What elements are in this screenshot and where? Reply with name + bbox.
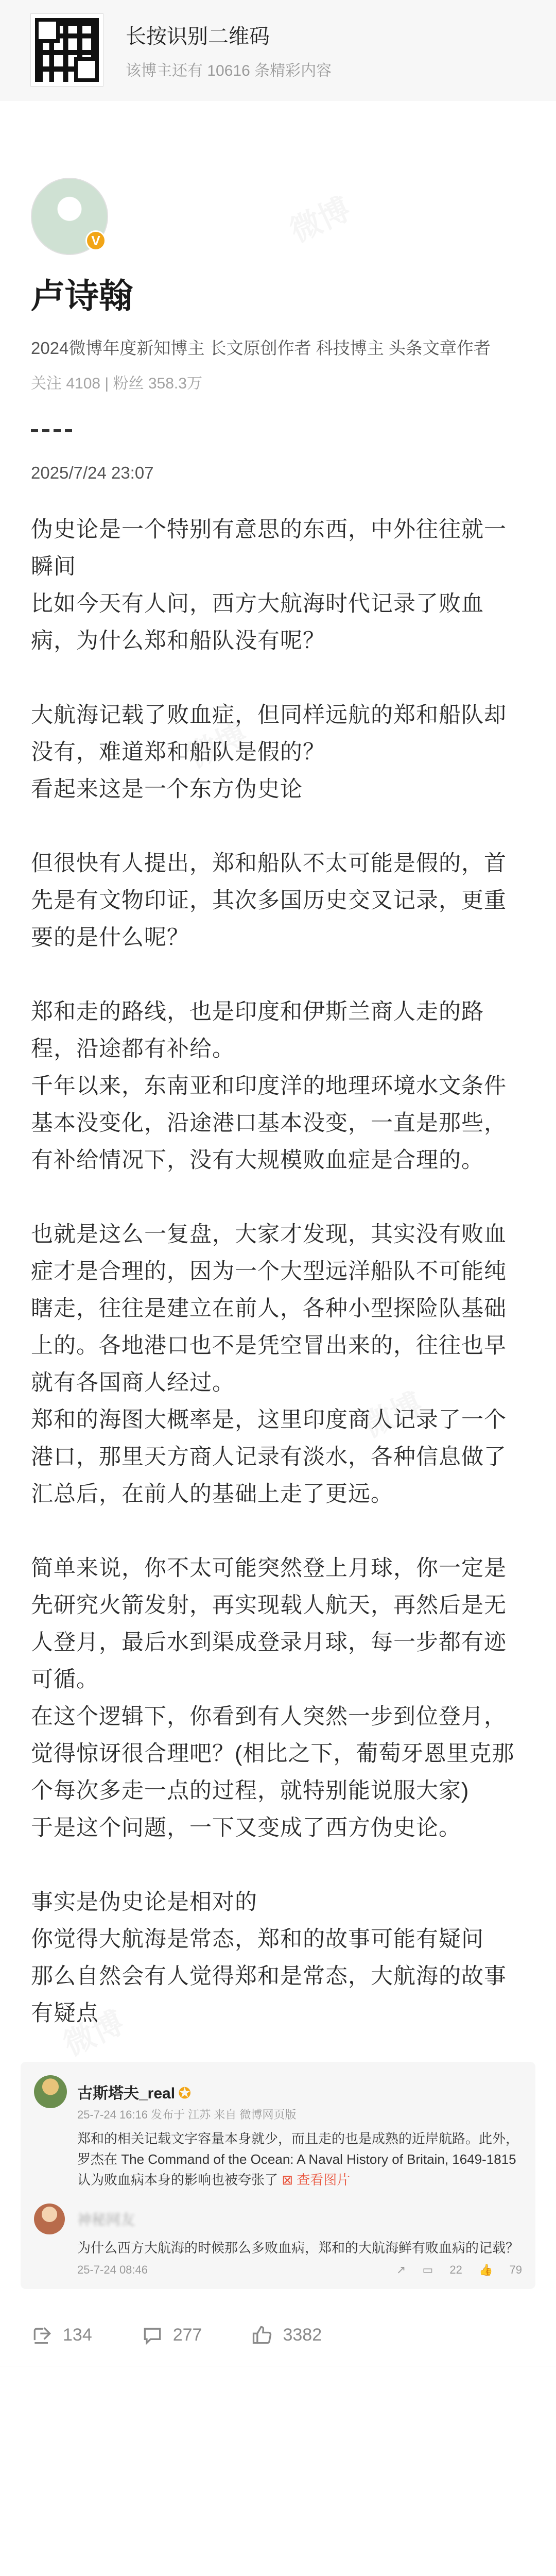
paragraph-gap bbox=[31, 1179, 525, 1216]
post-paragraph: 郑和走的路线，也是印度和伊斯兰商人走的路程，沿途都有补给。 bbox=[31, 999, 484, 1061]
reply-meta bbox=[77, 2263, 522, 2277]
qr-code[interactable] bbox=[31, 14, 103, 86]
commenter-avatar[interactable] bbox=[34, 2075, 67, 2108]
reply-date: 25-7-24 08:46 bbox=[77, 2263, 148, 2276]
reply-share-icon[interactable]: ↗ bbox=[396, 2263, 406, 2276]
post-paragraph: 事实是伪史论是相对的 bbox=[31, 1890, 257, 1914]
reply-user-name[interactable]: 神秘网友 bbox=[77, 2212, 135, 2228]
like-button[interactable] bbox=[251, 2324, 322, 2347]
action-bar bbox=[0, 2304, 556, 2366]
avatar[interactable] bbox=[31, 178, 108, 255]
post-paragraph: 简单来说，你不太可能突然登上月球，你一定是先研究火箭发射，再实现载人航天，再然后是无人登月，最后水到渠成登录月球，每一步都有迹可循。 bbox=[31, 1556, 507, 1692]
comment-text: 郑和的相关记载文字容量本身就少，而且走的也是成熟的近岸航路。此外，罗杰在 The Command of the Ocean: A Naval History of Britain, 1649-1815认为败血病本身的影响也被夸张了 ⊠ 查看图片 bbox=[77, 2131, 519, 2188]
badge-icon: ✪ bbox=[178, 2085, 192, 2102]
post-paragraph: 于是这个问题，一下又变成了西方伪史论。 bbox=[31, 1816, 461, 1840]
comment-box bbox=[21, 2062, 535, 2289]
author-tags: 2024微博年度新知博主 长文原创作者 科技博主 头条文章作者 bbox=[31, 338, 491, 358]
post-date: 2025/7/24 23:07 bbox=[31, 463, 154, 482]
verified-badge: V bbox=[85, 230, 106, 251]
repost-icon bbox=[31, 2324, 54, 2347]
comment-count: 277 bbox=[172, 2325, 202, 2345]
qr-title: 长按识别二维码 bbox=[126, 25, 270, 48]
post-paragraph: 看起来这是一个东方伪史论 bbox=[31, 777, 303, 802]
paragraph-gap bbox=[31, 1846, 525, 1884]
commenter-name[interactable]: 古斯塔夫_real ✪ bbox=[77, 2085, 192, 2102]
comment-icon bbox=[141, 2324, 164, 2347]
thumbs-up-icon bbox=[251, 2324, 273, 2347]
post-body bbox=[0, 483, 556, 2032]
author-name[interactable]: 卢诗翰 bbox=[31, 277, 133, 315]
post-paragraph: 在这个逻辑下，你看到有人突然一步到位登月，觉得惊讶很合理吧？(相比之下，葡萄牙恩里克那个每次多走一点的过程，就特别能说服大家) bbox=[31, 1704, 515, 1803]
view-image-link[interactable]: ⊠ 查看图片 bbox=[282, 2172, 351, 2188]
like-count: 3382 bbox=[283, 2325, 322, 2345]
reply-avatar[interactable] bbox=[34, 2204, 65, 2234]
paragraph-gap bbox=[31, 659, 525, 697]
post-paragraph: 伪史论是一个特别有意思的东西，中外往往就一瞬间 bbox=[31, 517, 507, 579]
post-paragraph: 大航海记载了败血症，但同样远航的郑和船队却没有，难道郑和船队是假的？ bbox=[31, 703, 507, 765]
post-paragraph: 郑和的海图大概率是，这里印度商人记录了一个港口，那里天方商人记录有淡水，各种信息做了汇总后，在前人的基础上走了更远。 bbox=[31, 1408, 507, 1506]
post-paragraph: 但很快有人提出，郑和船队不太可能是假的，首先是有文物印证，其次多国历史交叉记录，更重要的是什么呢？ bbox=[31, 851, 507, 950]
qr-subtitle: 该博主还有 10616 条精彩内容 bbox=[126, 62, 332, 79]
post-paragraph: 比如今天有人问，西方大航海时代记录了败血病，为什么郑和船队没有呢？ bbox=[31, 591, 484, 653]
comment-button[interactable] bbox=[141, 2324, 202, 2347]
post-paragraph: 千年以来，东南亚和印度洋的地理环境水文条件基本没变化，沿途港口基本没变，一直是那些，有补给情况下，没有大规模败血症是合理的。 bbox=[31, 1074, 507, 1173]
reply-comment-icon[interactable]: ▭ 22 bbox=[422, 2263, 462, 2276]
author-section bbox=[0, 100, 556, 393]
repost-button[interactable] bbox=[31, 2324, 92, 2347]
post-paragraph: 你觉得大航海是常态，郑和的故事可能有疑问 bbox=[31, 1927, 484, 1952]
paragraph-gap bbox=[31, 1513, 525, 1550]
qr-header bbox=[0, 0, 556, 100]
paragraph-gap bbox=[31, 808, 525, 845]
post-paragraph: 也就是这么一复盘，大家才发现，其实没有败血症才是合理的，因为一个大型远洋船队不可能纯瞎走，往往是建立在前人，各种小型探险队基础上的。各地港口也不是凭空冒出来的，往往也早就有各国商人经过。 bbox=[31, 1222, 507, 1395]
reply-like-icon[interactable]: 👍 79 bbox=[479, 2263, 522, 2276]
reply-text: 为什么西方大航海的时候那么多败血病，郑和的大航海鲜有败血病的记载？ bbox=[77, 2240, 519, 2256]
comment-meta: 25-7-24 16:16 发布于 江苏 来自 微博网页版 bbox=[77, 2108, 297, 2121]
author-stats: 关注 4108 | 粉丝 358.3万 bbox=[31, 375, 202, 392]
repost-count: 134 bbox=[63, 2325, 92, 2345]
post-paragraph: 那么自然会有人觉得郑和是常态，大航海的故事有疑点 bbox=[31, 1964, 507, 2026]
paragraph-gap bbox=[31, 956, 525, 993]
